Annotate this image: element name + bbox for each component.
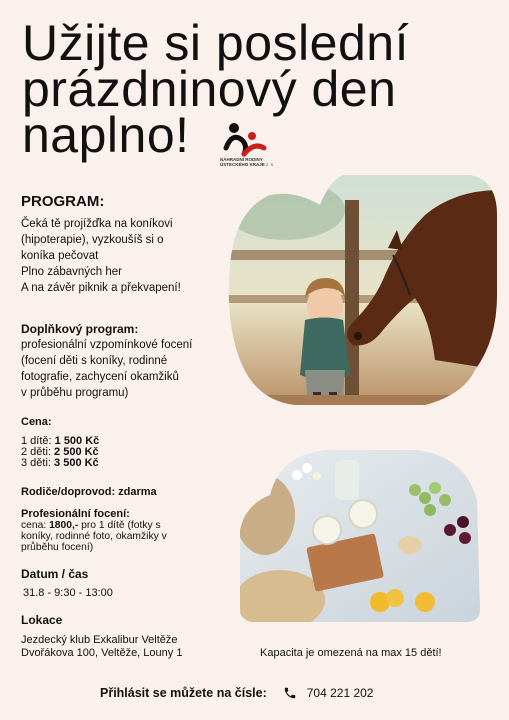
extra-program-line: profesionální vzpomínkové focení — [21, 339, 193, 351]
capacity-note: Kapacita je omezená na max 15 dětí! — [260, 647, 442, 659]
headline-line-2: prázdninový den — [22, 61, 397, 117]
headline-line-3: naplno! — [22, 107, 190, 163]
price-section — [21, 414, 236, 469]
price-row-value: 1 500 Kč — [54, 435, 100, 447]
location-line-2: Dvořákova 100, Veltěže, Louny 1 — [21, 647, 183, 659]
price-row-value: 2 500 Kč — [54, 446, 99, 458]
location-title: Lokace — [21, 613, 63, 627]
photo-price-label: cena: — [21, 520, 50, 531]
parents-free: Rodiče/doprovod: zdarma — [21, 486, 157, 498]
extra-program-title: Doplňkový program: — [21, 322, 139, 336]
extra-program-line: (focení děti s koníky, rodinné — [21, 355, 168, 367]
footer-contact — [100, 686, 373, 700]
extra-program-line: fotografie, zachycení okamžiků — [21, 371, 179, 383]
program-line: koníka pečovat — [21, 250, 99, 262]
date-value: 31.8 - 9:30 - 13:00 — [23, 587, 113, 599]
logo-line-1: NÁHRADNÍ RODINY — [220, 157, 263, 162]
price-row-label: 1 dítě: — [21, 435, 55, 447]
photo-title: Profesionální focení: — [21, 508, 130, 520]
price-row — [21, 458, 236, 469]
phone-icon — [283, 686, 297, 700]
program-section — [21, 193, 236, 296]
headline-line-1: Užijte si poslední — [22, 15, 409, 71]
price-row-label: 2 děti: — [21, 446, 55, 458]
program-line: A na závěr piknik a překvapení! — [21, 282, 181, 294]
photo-line: průběhu focení) — [21, 542, 94, 553]
date-title: Datum / čas — [21, 567, 89, 581]
location-line-1: Jezdecký klub Exkalibur Veltěže — [21, 634, 178, 646]
photo-price-value: 1800,- — [49, 520, 79, 531]
footer-label: Přihlásit se můžete na čísle: — [100, 686, 267, 700]
photo-line: koníky, rodinné foto, okamžiky v — [21, 531, 167, 542]
date-section — [21, 566, 236, 599]
phone-number[interactable]: 704 221 202 — [306, 686, 374, 700]
logo-suffix: z. s. — [266, 162, 275, 167]
extra-program-section — [21, 321, 236, 401]
program-title: PROGRAM: — [21, 193, 105, 210]
horse-picnic-photo — [225, 170, 500, 625]
price-row-label: 3 děti: — [21, 457, 55, 469]
program-line: Čeká tě projížďka na koníkovi — [21, 218, 173, 230]
logo-line-2: ÚSTECKÉHO KRAJE — [220, 162, 265, 167]
program-line: Plno zábavných her — [21, 266, 123, 278]
program-line: (hipoterapie), vyzkoušíš si o — [21, 234, 164, 246]
photo-line: pro 1 dítě (fotky s — [78, 520, 161, 531]
extra-program-line: v průběhu programu) — [21, 387, 129, 399]
photo-section — [21, 508, 236, 553]
price-row-value: 3 500 Kč — [54, 457, 99, 469]
logo-text — [220, 157, 280, 167]
location-section — [21, 612, 236, 660]
price-title: Cena: — [21, 416, 52, 428]
